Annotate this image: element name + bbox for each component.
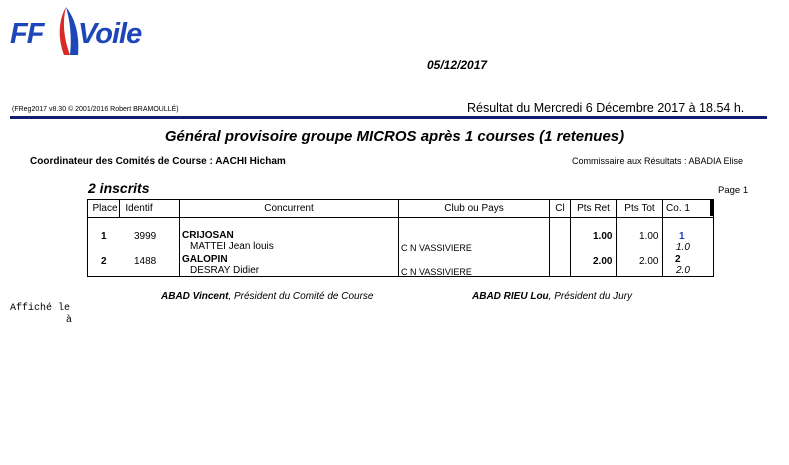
col-header-place: Place xyxy=(92,203,118,214)
row2-skipper: DESRAY Didier xyxy=(190,265,260,276)
row2-club: C N VASSIVIERE xyxy=(401,267,472,277)
page-number: Page 1 xyxy=(718,185,749,196)
race-committee-role: , Président du Comité de Course xyxy=(228,291,374,302)
col-header-club: Club ou Pays xyxy=(444,203,504,214)
signature-jury xyxy=(472,291,632,302)
col-header-pts-ret: Pts Ret xyxy=(577,203,610,214)
row2-pts-tot: 2.00 xyxy=(639,256,659,267)
posted-notice xyxy=(10,303,72,327)
col-header-concurrent: Concurrent xyxy=(264,203,314,214)
col-header-pts-tot: Pts Tot xyxy=(624,203,655,214)
col-header-co1: Co. 1 xyxy=(666,203,690,214)
col-header-cl: Cl xyxy=(555,203,565,214)
row1-pts-tot: 1.00 xyxy=(639,231,659,242)
results-commissioner: Commissaire aux Résultats : ABADIA Elise xyxy=(572,156,744,166)
row1-identif: 3999 xyxy=(134,231,157,242)
document-date: 05/12/2017 xyxy=(427,58,488,72)
row1-skipper: MATTEI Jean louis xyxy=(190,241,274,252)
logo-ff-text: FF xyxy=(10,18,44,50)
results-table xyxy=(87,199,714,277)
row1-place: 1 xyxy=(101,231,107,242)
posted-label: Affiché le xyxy=(10,303,71,314)
entrants-count: 2 inscrits xyxy=(88,180,150,196)
row2-identif: 1488 xyxy=(134,256,157,267)
logo-voile-text: Voile xyxy=(78,18,142,50)
jury-role: , Président du Jury xyxy=(548,291,633,302)
row1-co1: 1 xyxy=(679,231,685,242)
row2-co1-detail: 2.0 xyxy=(676,265,690,276)
posted-at-label: à xyxy=(66,315,73,326)
col-header-identif: Identif xyxy=(125,203,153,214)
row2-boat: GALOPIN xyxy=(182,254,228,265)
row2-co1: 2 xyxy=(675,254,681,265)
header-end-marker xyxy=(710,199,713,216)
row1-boat: CRIJOSAN xyxy=(182,230,234,241)
result-datetime: Résultat du Mercredi 6 Décembre 2017 à 18.54 h. xyxy=(467,101,745,115)
coordinator: Coordinateur des Comités de Course : AACHI Hicham xyxy=(30,156,286,167)
row1-co1-detail: 1.0 xyxy=(676,242,690,253)
row1-club: C N VASSIVIERE xyxy=(401,243,472,253)
row2-place: 2 xyxy=(101,256,107,267)
page-title: Général provisoire groupe MICROS après 1 courses (1 retenues) xyxy=(164,128,625,145)
row2-pts-ret: 2.00 xyxy=(593,256,613,267)
race-committee-name: ABAD Vincent xyxy=(161,291,229,302)
row1-pts-ret: 1.00 xyxy=(593,231,613,242)
header-rule xyxy=(10,116,767,119)
signature-race-committee xyxy=(161,291,374,302)
jury-name: ABAD RIEU Lou xyxy=(472,291,549,302)
software-version: (FReg2017 v8.30 © 2001/2016 Robert BRAMOULLÉ) xyxy=(12,106,179,113)
